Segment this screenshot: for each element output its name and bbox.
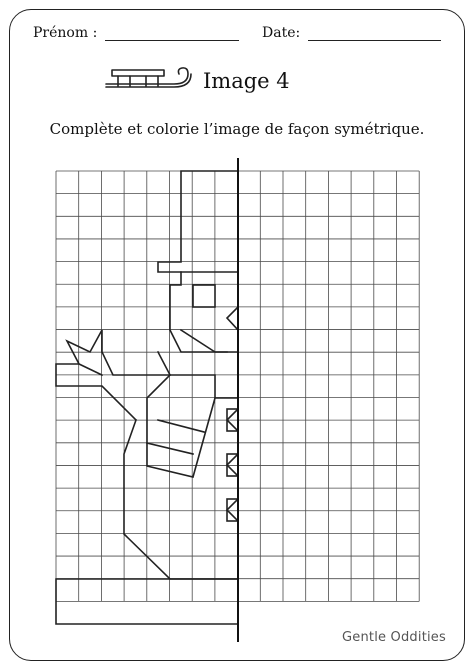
date-label: Date: bbox=[262, 25, 301, 41]
worksheet-title: Image 4 bbox=[203, 69, 290, 93]
first-name-label: Prénom : bbox=[33, 25, 98, 41]
worksheet-instruction: Complète et colorie l’image de façon symétrique. bbox=[49, 120, 425, 138]
brand-logo: Gentle Oddities bbox=[342, 630, 446, 645]
